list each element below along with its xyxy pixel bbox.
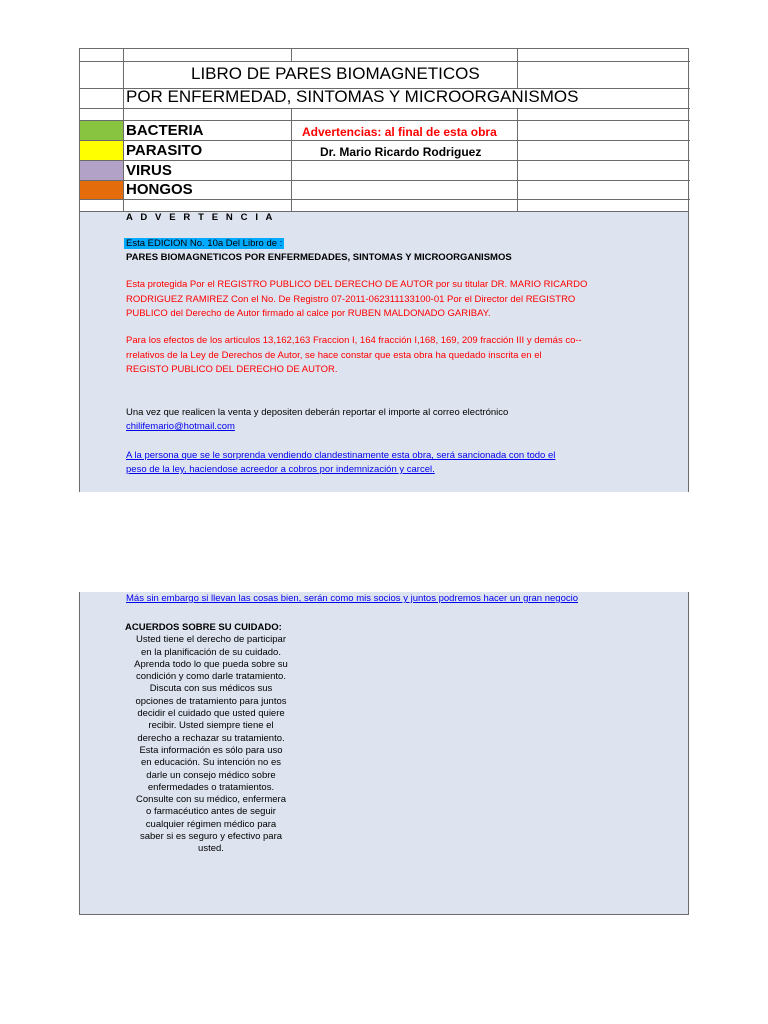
care-agreements — [125, 622, 297, 856]
row-line — [80, 160, 690, 161]
notice-heading: A D V E R T E N C I A — [126, 212, 275, 223]
legal-line: rrelativos de la Ley de Derechos de Autor, se hace constar que esta obra ha quedado inscrita en el — [126, 350, 542, 361]
care-line: en la planificación de su cuidado. — [141, 646, 281, 658]
title-line-2: POR ENFERMEDAD, SINTOMAS Y MICROORGANISMOS — [126, 87, 579, 106]
warning-note: Advertencias: al final de esta obra — [302, 125, 497, 139]
edition-highlight: Esta EDICION No. 10a Del Libro de : — [126, 238, 283, 249]
email-link[interactable]: chilifemario@hotmail.com — [126, 421, 235, 432]
care-line: saber si es seguro y efectivo para — [139, 831, 283, 843]
sanction-line[interactable]: A la persona que se le sorprenda vendiendo clandestinamente esta obra, será sancionada con todo el — [126, 450, 556, 461]
notice-panel — [79, 211, 689, 492]
care-line: Usted tiene el derecho de participar — [136, 634, 286, 646]
care-line: decidir el cuidado que usted quiere — [137, 708, 285, 720]
care-line: recibir. Usted siempre tiene el — [148, 720, 274, 732]
title-line-1: LIBRO DE PARES BIOMAGNETICOS — [191, 64, 480, 83]
row-line — [80, 140, 690, 141]
copyright-line: Esta protegida Por el REGISTRO PUBLICO DEL DERECHO DE AUTOR por su titular DR. MARIO RICARDO — [126, 279, 588, 290]
spreadsheet-header-grid — [79, 48, 689, 212]
edition-label — [124, 237, 284, 252]
col-line — [688, 49, 689, 212]
care-line: Consulte con su médico, enfermera — [136, 794, 286, 806]
legend-label-virus: VIRUS — [126, 162, 172, 179]
care-line: darle un consejo médico sobre — [146, 769, 276, 781]
legend-label-hongos: HONGOS — [126, 181, 193, 198]
care-line: usted. — [198, 843, 224, 855]
legend-swatch-hongos — [80, 181, 123, 199]
legend-swatch-parasito — [80, 141, 123, 160]
care-line: o farmacéutico antes de seguir — [146, 806, 276, 818]
row-line — [80, 108, 690, 109]
care-line: cualquier régimen médico para — [145, 818, 277, 830]
copyright-line: RODRIGUEZ RAMIREZ Con el No. De Registro 07-2011-062311133100-01 Por el Director del REGISTRO — [126, 294, 576, 305]
legend-swatch-virus — [80, 161, 123, 180]
business-line[interactable]: Más sin embargo si llevan las cosas bien, serán como mis socios y juntos podremos hacer un gran negocio — [126, 593, 579, 604]
care-line: Discuta con sus médicos sus — [149, 683, 273, 695]
col-line — [291, 49, 292, 61]
legal-line: Para los efectos de los articulos 13,162,163 Fraccion I, 164 fracción I,168, 169, 209 fracción III y demás co-- — [126, 335, 582, 346]
author-name: Dr. Mario Ricardo Rodriguez — [320, 145, 482, 159]
legend-label-parasito: PARASITO — [126, 142, 203, 159]
care-line: opciones de tratamiento para juntos — [135, 695, 287, 707]
row-line — [80, 199, 690, 200]
col-line — [123, 49, 124, 212]
care-title: ACUERDOS SOBRE SU CUIDADO: — [125, 622, 282, 633]
care-line: Aprenda todo lo que pueda sobre su — [134, 658, 288, 670]
sanction-line[interactable]: peso de la ley, haciendose acreedor a cobros por indemnización y carcel. — [126, 464, 435, 475]
care-line: en educación. Su intención no es — [141, 757, 281, 769]
legal-line: REGISTO PUBLICO DEL DERECHO DE AUTOR. — [126, 364, 338, 375]
care-line: Esta información es sólo para uso — [139, 744, 283, 756]
care-line: enfermedades o tratamientos. — [147, 781, 275, 793]
care-line: derecho a rechazar su tratamiento. — [137, 732, 285, 744]
row-line — [80, 61, 690, 62]
col-line — [517, 49, 518, 88]
sale-text: Una vez que realicen la venta y depositen deberán reportar el importe al correo electrónico — [126, 407, 509, 418]
legend-swatch-bacteria — [80, 121, 123, 140]
care-line: condición y como darle tratamiento. — [136, 671, 286, 683]
row-line — [80, 120, 690, 121]
legend-label-bacteria: BACTERIA — [126, 122, 204, 139]
book-title: PARES BIOMAGNETICOS POR ENFERMEDADES, SINTOMAS Y MICROORGANISMOS — [126, 252, 512, 263]
copyright-line: PUBLICO del Derecho de Autor firmado al calce por RUBEN MALDONADO GARIBAY. — [126, 308, 491, 319]
